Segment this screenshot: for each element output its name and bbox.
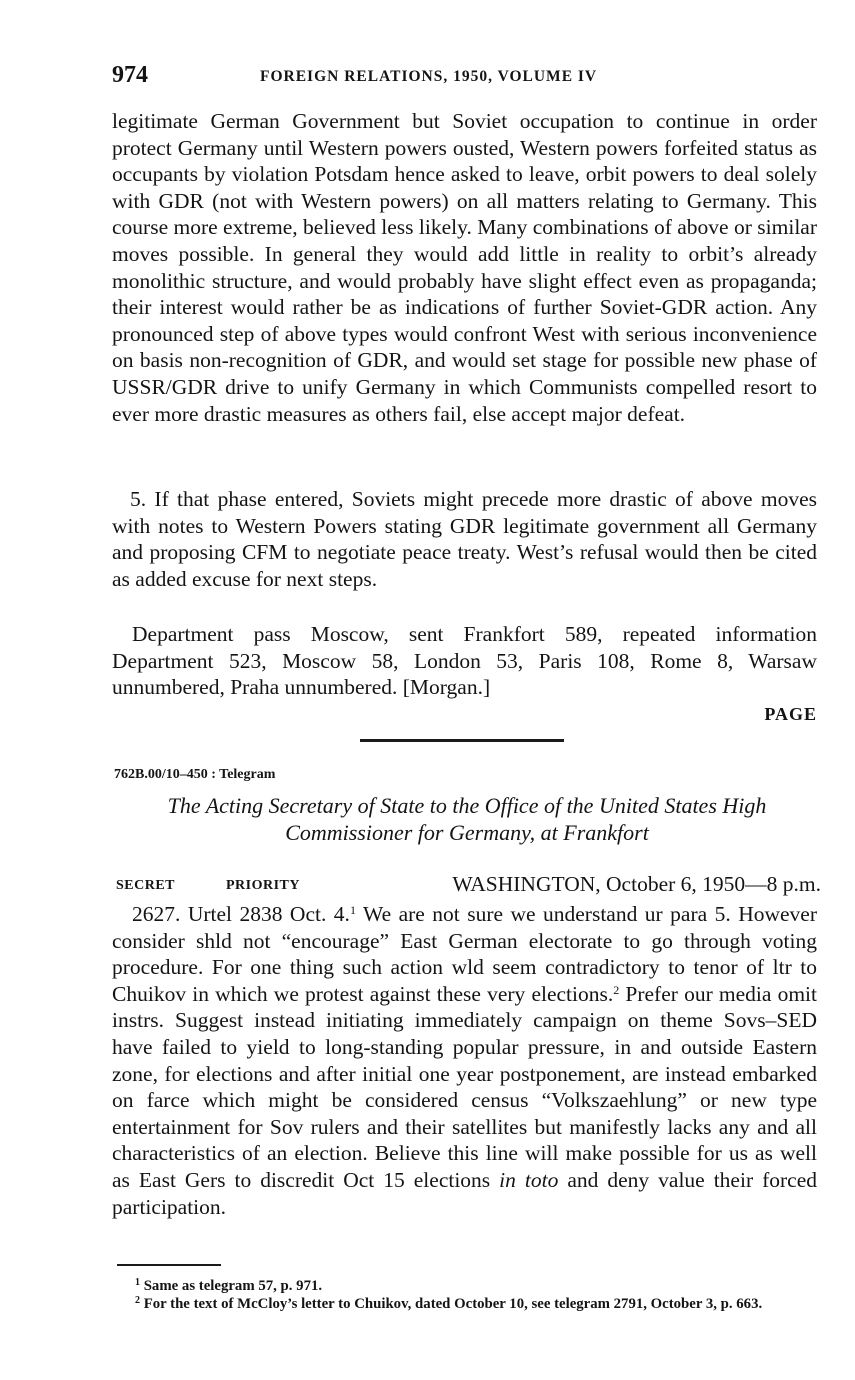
precedence-label: PRIORITY	[226, 878, 301, 893]
footnotes	[117, 1278, 820, 1313]
footnote-text: Same as telegram 57, p. 971.	[143, 1278, 323, 1294]
footnote-text: For the text of McCloy’s letter to Chuikov, dated October 10, see telegram 2791, October 3, p. 663.	[143, 1295, 763, 1312]
paragraph-distribution: Department pass Moscow, sent Frankfort 589, repeated information Department 523, Moscow 58, London 53, Paris 108, Rome 8, Warsaw unnumbered, Praha unnumbered. [Morgan.]	[112, 622, 817, 700]
file-number: 762B.00/10–450 : Telegram	[114, 767, 276, 782]
footnote-2	[117, 1296, 820, 1314]
footnote-1	[117, 1278, 820, 1296]
running-head: FOREIGN RELATIONS, 1950, VOLUME IV	[260, 68, 598, 85]
signature: PAGE	[764, 704, 817, 724]
page-header	[112, 62, 817, 88]
telegram-text-2: We are not sure we understand ur para 5. However consider shld not “encourage” East German electorate to go through voting procedure. For one thing such action wld seem contradictory to tenor of ltr to Chuikov in which we protest against these very elections.	[112, 902, 818, 1006]
telegram-italic: in toto	[499, 1167, 559, 1192]
paragraph-continuation: legitimate German Government but Soviet occupation to continue in order protect Germany until Western powers ousted, Western powers forfeited status as occupants by violation Potsdam hence asked to leave, orbit powers to deal solely with GDR (not with Western powers) on all matters relating to Germany. This course more extreme, believed less likely. Many combinations of above or similar moves possible. In general they would add little in reality to orbit’s already monolithic structure, and would probably have slight effect even as propaganda; their interest would rather be as indications of further Soviet-GDR action. Any pronounced step of above types would confront West with serious inconvenience on basis non-recognition of GDR, and would set stage for possible new phase of USSR/GDR drive to unify Germany in which Communists compelled resort to ever more drastic measures as others fail, else accept major defeat.	[112, 109, 817, 426]
paragraph-point-5: 5. If that phase entered, Soviets might precede more drastic of above moves with notes to Western Powers stating GDR legitimate government all Germany and proposing CFM to negotiate peace treaty. West’s refusal would then be cited as added excuse for next steps.	[112, 487, 817, 591]
place-date: WASHINGTON, October 6, 1950—8 p.m.	[452, 872, 821, 896]
footnote-mark: 2	[135, 1294, 140, 1306]
footnote-ref-1: 1	[349, 903, 356, 917]
classification-label: SECRET	[116, 878, 176, 893]
page-number: 974	[112, 62, 148, 88]
telegram-body	[112, 901, 817, 1220]
section-divider	[360, 739, 564, 742]
dateline	[116, 872, 821, 898]
telegram-text-4: and deny value their forced participation.	[112, 1167, 817, 1219]
telegram-text-1: 2627. Urtel 2838 Oct. 4.	[132, 902, 350, 926]
footnote-rule	[117, 1264, 221, 1266]
footnote-ref-2: 2	[613, 982, 620, 997]
footnote-mark: 1	[135, 1277, 140, 1288]
document-title: The Acting Secretary of State to the Office of the United States High Commissioner for Germany, at Frankfort	[167, 793, 767, 845]
telegram-text-3: Prefer our media omit instrs. Suggest instead initiating immediately campaign on theme Sovs–SED have failed to yield to long-standing popular pressure, in and outside Eastern zone, for elections and after initial one year postponement, are instead embarked on farce which might be considered census “Volkszaehlung” or new type entertainment for Sov rulers and their satellites but manifestly lacks any and all characteristics of an election. Believe this line will make possible for us as well as East Gers to discredit Oct 15 elections	[112, 981, 817, 1192]
